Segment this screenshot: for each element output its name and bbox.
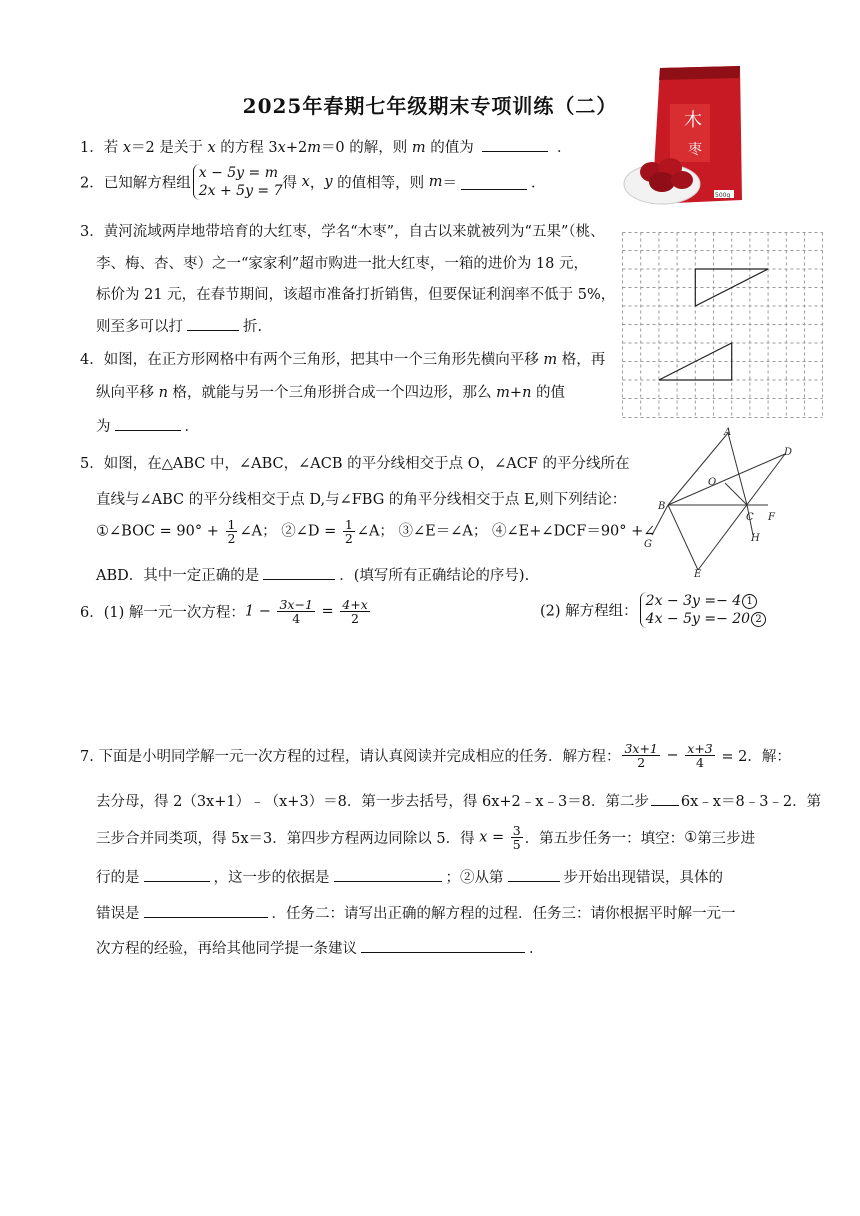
question-2: 2．已知解方程组 x − 5y = m 2x + 5y = 7 得 x，y 的值相等，则 m＝ ． [80, 165, 546, 199]
question-7-line-4: 行的是 ，这一步的依据是 ；②从第 步开始出现错误，具体的 [96, 866, 723, 887]
square-grid-figure [622, 232, 823, 418]
label-C: C [746, 512, 754, 523]
answer-blank-7-step[interactable] [651, 791, 679, 806]
answer-blank-2[interactable] [461, 175, 527, 190]
answer-blank-7a[interactable] [144, 867, 210, 882]
red-date-package-image [622, 64, 744, 210]
answer-blank-7e[interactable] [361, 938, 525, 953]
label-B: B [658, 501, 666, 512]
label-O: O [708, 477, 717, 488]
answer-blank-3[interactable] [187, 316, 239, 331]
question-5-line-1: 5．如图，在△ABC 中，∠ABC，∠ACB 的平分线相交于点 O，∠ACF 的平分线所在 [80, 456, 630, 472]
question-4-line-2: 纵向平移 n 格，就能与另一个三角形拼合成一个四边形，那么 m+n 的值 [96, 385, 566, 401]
answer-blank-1[interactable] [482, 137, 548, 152]
question-3-line-4: 则至多可以打 折. [96, 315, 262, 336]
question-7-line-3: 三步合并同类项，得 5x＝3．第四步方程两边同除以 5．得 x = $\frac{3}{5}$ ．第五步任务一：填空：①第三步进 [96, 823, 756, 852]
label-F: F [768, 512, 775, 523]
answer-blank-4[interactable] [115, 416, 181, 431]
answer-blank-7c[interactable] [508, 867, 560, 882]
question-7-line-1: 7. 下面是小明同学解一元一次方程的过程，请认真阅读并完成相应的任务．解方程： $\frac{3x+1}{2}$ − $\frac{x+3}{4}$ = 2．解： [80, 741, 791, 770]
question-3-line-2: 李、梅、杏、枣）之一“家家利”超市购进一批大红枣，一箱的进价为 18 元， [96, 256, 588, 272]
question-4-line-1: 4．如图，在正方形网格中有两个三角形，把其中一个三角形先横向平移 m 格，再 [80, 352, 606, 368]
page-title: 2025年春期七年级期末专项训练（二） [242, 94, 618, 118]
package-weight: 500g [715, 192, 731, 199]
question-5-line-4: ABD．其中一定正确的是 ．(填写所有正确结论的序号). [96, 564, 529, 585]
equation-system-q6: 2x − 3y =− 4 1 4x − 5y =− 20 2 [640, 592, 767, 628]
answer-blank-7d[interactable] [144, 903, 268, 918]
question-5-conclusions: ①∠BOC = 90° + $\frac{1}{2}$ ∠A； ②∠D = $\frac{1}{2}$ ∠A； ③∠E＝∠A； ④∠E+∠DCF＝90° +∠ [96, 517, 656, 546]
question-3-line-1: 3．黄河流域两岸地带培育的大红枣，学名“木枣”，自古以来就被列为“五果”（桃、 [80, 224, 605, 240]
label-A: A [724, 427, 732, 438]
label-E: E [694, 569, 702, 580]
question-6-part-1: 6．(1) 解一元一次方程：1 − $\frac{3x-1}{4}$ = $\frac{4+x}{2}$ [80, 597, 368, 626]
label-H: H [751, 533, 760, 544]
question-4-line-3: 为 ． [96, 415, 199, 436]
equation-system: x − 5y = m 2x + 5y = 7 [193, 164, 283, 200]
package-text-mu: 木 [684, 110, 702, 131]
label-G: G [644, 539, 652, 550]
question-7-line-5: 错误是 ．任务二：请写出正确的解方程的过程．任务三：请你根据平时解一元一 [96, 902, 736, 923]
angle-bisector-figure [640, 425, 800, 580]
question-5-line-2: 直线与∠ABC 的平分线相交于点 D,与∠FBG 的角平分线相交于点 E,则下列结论： [96, 492, 627, 508]
answer-blank-5[interactable] [263, 565, 335, 580]
question-7-line-6: 次方程的经验，再给其他同学提一条建议 ． [96, 937, 544, 958]
answer-blank-7b[interactable] [334, 867, 442, 882]
grid-lines [623, 233, 823, 418]
label-D: D [784, 447, 793, 458]
package-text-zao: 枣 [688, 142, 702, 158]
question-6-part-2: (2) 解方程组： 2x − 3y =− 4 1 4x − 5y =− 20 2 [540, 592, 767, 628]
question-7-line-2: 去分母，得 2（3x+1）﹣（x+3）＝8．第一步去括号，得 6x+2﹣x﹣3＝8．第二步 6x﹣x＝8﹣3﹣2．第 [96, 790, 821, 811]
question-3-line-3: 标价为 21 元，在春节期间，该超市准备打折销售，但要保证利润率不低于 5%， [96, 287, 616, 303]
question-1: 1．若 x＝2 是关于 x 的方程 3x+2m＝0 的解，则 m 的值为 ． [80, 136, 571, 157]
